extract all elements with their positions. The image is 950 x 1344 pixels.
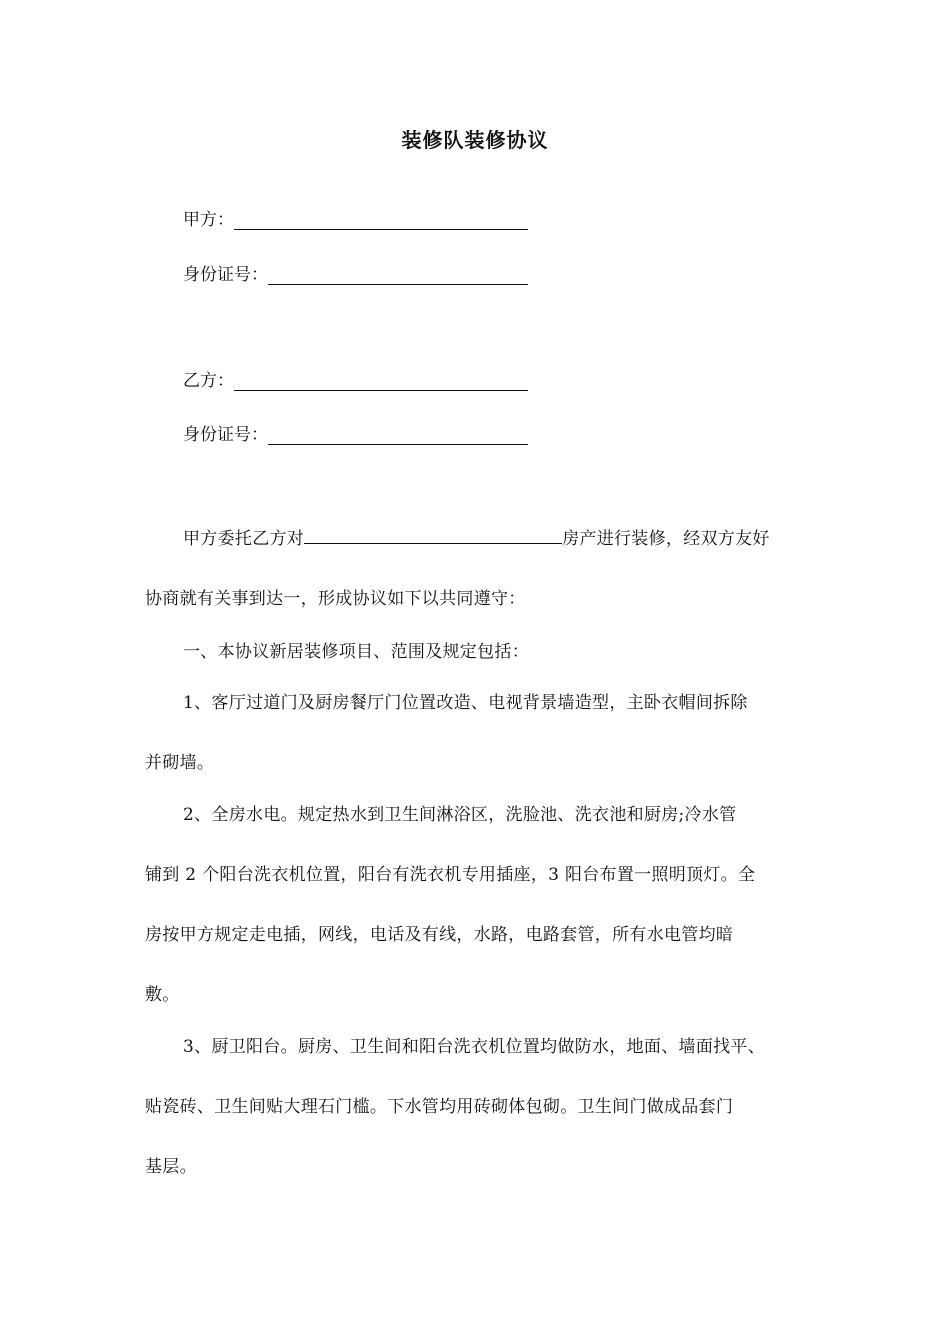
property-address-blank — [304, 527, 562, 544]
item-1-line-2: 并砌墙。 — [145, 753, 215, 773]
party-a-label: 甲方： — [183, 210, 234, 230]
party-a-id-label: 身份证号： — [183, 265, 268, 285]
party-b-id-label: 身份证号： — [183, 425, 268, 445]
item-1-line-1: 1、客厅过道门及厨房餐厅门位置改造、电视背景墙造型，主卧衣帽间拆除 — [183, 693, 748, 713]
party-a-id-blank — [268, 266, 528, 285]
party-b-id-blank — [268, 426, 528, 445]
item-2-line-2: 铺到 2 个阳台洗衣机位置，阳台有洗衣机专用插座，3 阳台布置一照明顶灯。全 — [145, 865, 756, 885]
party-a-blank — [234, 211, 528, 230]
party-b-id-field — [183, 420, 528, 445]
intro-line-1 — [183, 524, 770, 549]
party-a-field — [183, 205, 528, 230]
item-2-line-4: 敷。 — [145, 985, 180, 1005]
item-3-line-2: 贴瓷砖、卫生间贴大理石门槛。下水管均用砖砌体包砌。卫生间门做成品套门 — [145, 1097, 734, 1117]
party-a-id-field — [183, 260, 528, 285]
party-b-field — [183, 366, 528, 391]
item-2-line-1: 2、全房水电。规定热水到卫生间淋浴区，洗脸池、洗衣池和厨房;冷水管 — [183, 805, 737, 825]
intro-text-after-blank: 房产进行装修，经双方友好 — [562, 529, 770, 549]
intro-line-2: 协商就有关事到达一，形成协议如下以共同遵守： — [145, 589, 526, 609]
item-2-line-3: 房按甲方规定走电插，网线，电话及有线，水路，电路套管，所有水电管均暗 — [145, 925, 734, 945]
document-title: 装修队装修协议 — [401, 128, 549, 152]
item-3-line-1: 3、厨卫阳台。厨房、卫生间和阳台洗衣机位置均做防水，地面、墙面找平、 — [183, 1037, 766, 1057]
intro-text-before-blank: 甲方委托乙方对 — [183, 529, 305, 549]
party-b-label: 乙方： — [183, 371, 234, 391]
section-1-heading: 一、本协议新居装修项目、范围及规定包括： — [183, 642, 529, 662]
party-b-blank — [234, 372, 528, 391]
item-3-line-3: 基层。 — [145, 1157, 197, 1177]
